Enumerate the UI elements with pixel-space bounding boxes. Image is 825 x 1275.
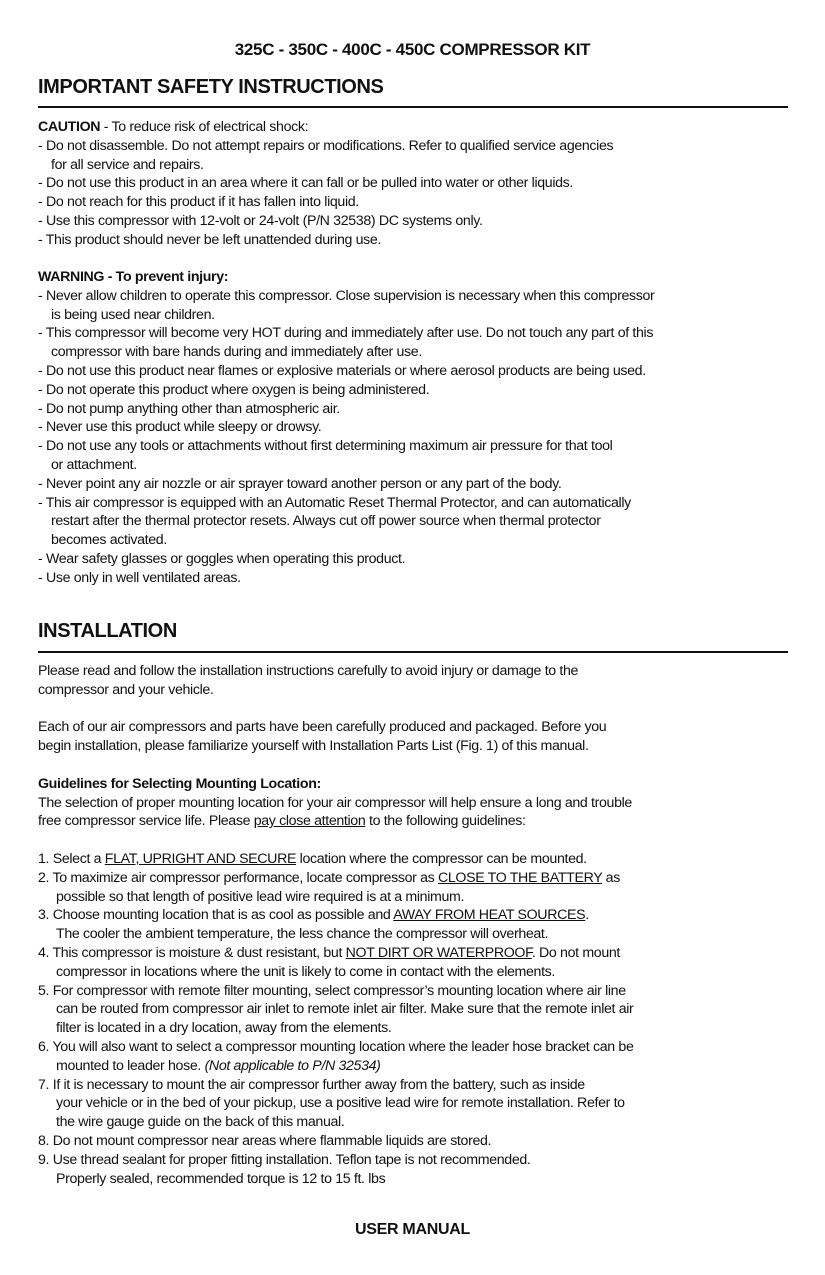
text-segment: (Not applicable to P/N 32534) <box>204 1057 381 1074</box>
text-segment: the wire gauge guide on the back of this manual. <box>56 1114 345 1131</box>
text-segment: to the following guidelines: <box>365 813 526 830</box>
text-segment: 5. For compressor with remote filter mounting, select compressor’s mounting location where air line <box>38 982 626 999</box>
spacer <box>38 756 798 775</box>
text-line <box>38 456 798 475</box>
emphasis-text: NOT DIRT OR WATERPROOF <box>345 944 532 961</box>
text-segment: - Do not use this product in an area where it can fall or be pulled into water or other liquids. <box>38 175 574 192</box>
text-line <box>38 118 798 137</box>
text-segment: 4. This compressor is moisture & dust resistant, but <box>38 944 346 961</box>
text-line <box>38 137 798 156</box>
text-segment: - Use only in well ventilated areas. <box>38 569 241 586</box>
text-segment: possible so that length of positive lead wire required is at a minimum. <box>56 888 465 905</box>
text-segment: free compressor service life. Please <box>38 813 254 830</box>
text-segment: - This air compressor is equipped with an Automatic Reset Thermal Protector, and can automatically <box>38 494 631 511</box>
text-segment: - Do not operate this product where oxygen is being administered. <box>38 381 430 398</box>
label-text: CAUTION <box>38 119 101 135</box>
text-segment: - Do not reach for this product if it has fallen into liquid. <box>38 194 359 211</box>
text-line <box>38 193 798 212</box>
caution-section <box>38 118 798 250</box>
text-line <box>38 681 798 700</box>
text-segment: - Do not use this product near flames or explosive materials or where aerosol products are being used. <box>38 362 646 379</box>
spacer <box>38 700 798 719</box>
text-segment: - Do not pump anything other than atmospheric air. <box>38 400 340 417</box>
text-line <box>38 925 798 944</box>
text-segment: your vehicle or in the bed of your pickup, use a positive lead wire for remote installation. Refer to <box>56 1095 625 1112</box>
text-line <box>38 944 798 963</box>
text-segment: mounted to leader hose. <box>56 1057 205 1074</box>
spacer <box>38 831 798 850</box>
text-segment: . <box>585 907 589 924</box>
text-line <box>38 1019 798 1038</box>
text-segment: Each of our air compressors and parts have been carefully produced and packaged. Before you <box>38 719 607 736</box>
text-line <box>38 737 798 756</box>
safety-divider <box>38 106 788 108</box>
text-line <box>38 662 798 681</box>
text-line <box>38 775 798 794</box>
text-line <box>38 287 798 306</box>
text-segment: 9. Use thread sealant for proper fitting installation. Teflon tape is not recommended. <box>38 1151 531 1168</box>
text-line <box>38 324 798 343</box>
text-segment: as <box>602 869 620 886</box>
text-line <box>38 531 798 550</box>
text-line <box>38 212 798 231</box>
warning-section <box>38 268 798 588</box>
emphasis-text: AWAY FROM HEAT SOURCES <box>393 907 586 924</box>
text-segment: - To reduce risk of electrical shock: <box>100 119 309 135</box>
label-text: Guidelines for Selecting Mounting Location: <box>38 775 321 792</box>
text-segment: Please read and follow the installation instructions carefully to avoid injury or damage to the <box>38 663 579 679</box>
text-line <box>38 718 798 737</box>
page-footer: USER MANUAL <box>355 1221 470 1238</box>
installation-heading: INSTALLATION <box>38 620 177 642</box>
text-segment: - Do not use any tools or attachments without first determining maximum air pressure for that tool <box>38 438 613 455</box>
text-segment: - Never allow children to operate this compressor. Close supervision is necessary when this compressor <box>38 287 655 304</box>
text-segment: is being used near children. <box>51 306 215 323</box>
text-line <box>38 494 798 513</box>
text-segment: 6. You will also want to select a compressor mounting location where the leader hose bracket can be <box>38 1038 634 1055</box>
text-line <box>38 1094 798 1113</box>
text-line <box>38 437 798 456</box>
text-line <box>38 1000 798 1019</box>
text-line <box>38 174 798 193</box>
label-text: WARNING - To prevent injury: <box>38 269 229 285</box>
text-line <box>38 418 798 437</box>
text-line <box>38 512 798 531</box>
text-segment: - Wear safety glasses or goggles when operating this product. <box>38 550 406 567</box>
text-segment: or attachment. <box>51 456 137 473</box>
text-segment: compressor in locations where the unit is likely to come in contact with the elements. <box>56 963 556 980</box>
text-line <box>38 343 798 362</box>
text-line <box>38 231 798 250</box>
text-line <box>38 268 798 287</box>
text-segment: The selection of proper mounting location for your air compressor will help ensure a long and trouble <box>38 794 632 811</box>
text-line <box>38 982 798 1001</box>
text-segment: - Use this compressor with 12-volt or 24-volt (P/N 32538) DC systems only. <box>38 212 483 229</box>
text-segment: 1. Select a <box>38 850 105 867</box>
text-segment: Properly sealed, recommended torque is 12 to 15 ft. lbs <box>56 1170 386 1187</box>
text-line <box>38 569 798 588</box>
text-segment: location where the compressor can be mounted. <box>296 850 587 867</box>
text-segment: compressor and your vehicle. <box>38 681 214 698</box>
text-line <box>38 362 798 381</box>
emphasis-text: CLOSE TO THE BATTERY <box>437 869 603 886</box>
text-segment: can be routed from compressor air inlet to remote inlet air filter. Make sure that the remote inlet air <box>56 1001 634 1018</box>
text-segment: - This compressor will become very HOT during and immediately after use. Do not touch any part of this <box>38 325 654 342</box>
emphasis-text: pay close attention <box>253 813 366 830</box>
text-segment: 7. If it is necessary to mount the air compressor further away from the battery, such as inside <box>38 1076 585 1093</box>
text-line <box>38 156 798 175</box>
text-segment: The cooler the ambient temperature, the less chance the compressor will overheat. <box>56 926 549 943</box>
text-line <box>38 794 798 813</box>
text-line <box>38 1057 798 1076</box>
text-line <box>38 812 798 831</box>
text-line <box>38 850 798 869</box>
text-line <box>38 1151 798 1170</box>
text-segment: . Do not mount <box>531 944 621 961</box>
text-line <box>38 381 798 400</box>
text-segment: 3. Choose mounting location that is as cool as possible and <box>38 907 394 924</box>
text-segment: 8. Do not mount compressor near areas where flammable liquids are stored. <box>38 1132 492 1149</box>
text-segment: restart after the thermal protector resets. Always cut off power source when thermal protector <box>51 513 601 530</box>
text-segment: begin installation, please familiarize yourself with Installation Parts List (Fig. 1) of this manual. <box>38 738 589 755</box>
document-title: 325C - 350C - 400C - 450C COMPRESSOR KIT <box>234 40 591 59</box>
text-line <box>38 906 798 925</box>
text-segment: 2. To maximize air compressor performance, locate compressor as <box>38 869 438 886</box>
text-segment: compressor with bare hands during and immediately after use. <box>51 344 422 361</box>
installation-section <box>38 662 798 1188</box>
text-segment: - Never use this product while sleepy or drowsy. <box>38 419 322 436</box>
text-line <box>38 1132 798 1151</box>
text-segment: - Do not disassemble. Do not attempt repairs or modifications. Refer to qualified service agencies <box>38 137 614 154</box>
text-line <box>38 306 798 325</box>
text-segment: - This product should never be left unattended during use. <box>38 231 382 248</box>
text-line <box>38 869 798 888</box>
text-line <box>38 475 798 494</box>
text-segment: becomes activated. <box>51 532 167 549</box>
text-segment: - Never point any air nozzle or air sprayer toward another person or any part of the body. <box>38 475 562 492</box>
text-line <box>38 888 798 907</box>
emphasis-text: FLAT, UPRIGHT AND SECURE <box>104 850 297 867</box>
text-line <box>38 1170 798 1189</box>
text-line <box>38 1113 798 1132</box>
text-segment: filter is located in a dry location, away from the elements. <box>56 1020 392 1037</box>
text-line <box>38 963 798 982</box>
installation-divider <box>38 651 788 653</box>
text-segment: for all service and repairs. <box>51 156 204 173</box>
text-line <box>38 400 798 419</box>
text-line <box>38 1076 798 1095</box>
text-line <box>38 1038 798 1057</box>
text-line <box>38 550 798 569</box>
safety-heading: IMPORTANT SAFETY INSTRUCTIONS <box>38 76 384 98</box>
